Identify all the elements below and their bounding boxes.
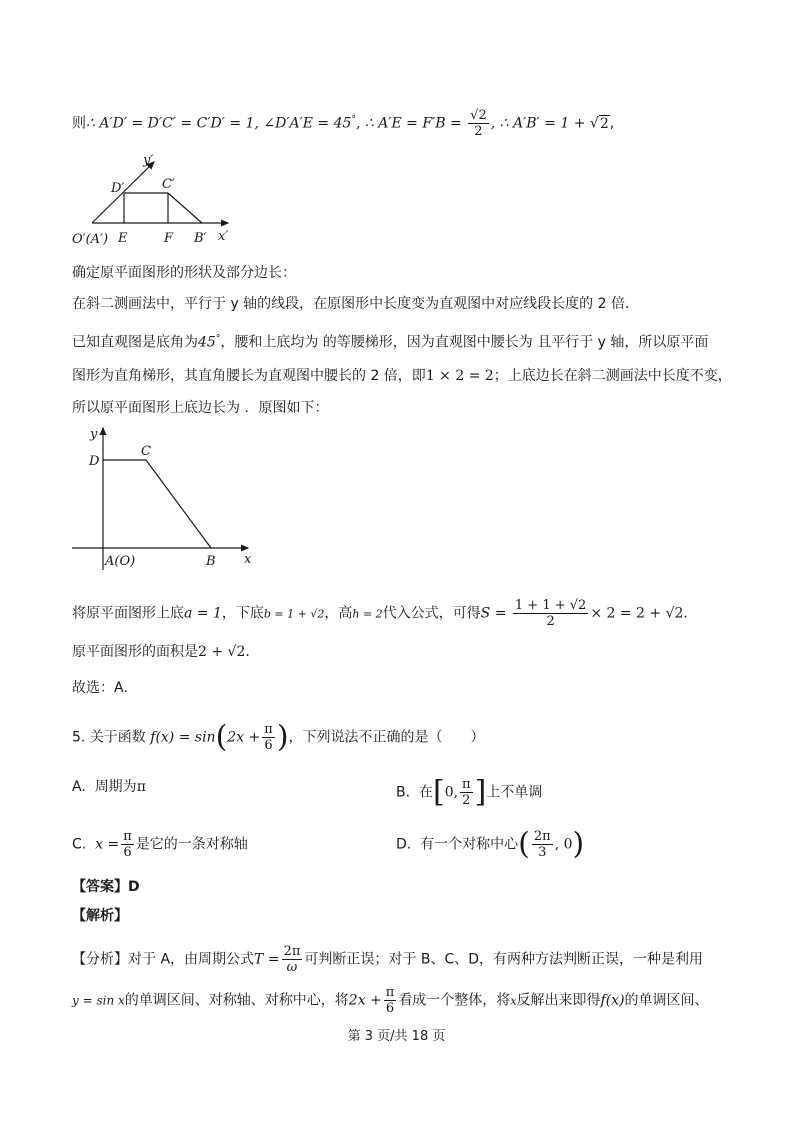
original-figure bbox=[68, 420, 268, 580]
text-line: 将原平面图形上底a = 1，下底b = 1 + √2，高h = 2代入公式，可得S = $\frac{1 + 1 + √2}{2}$ × 2 = 2 + √2． bbox=[72, 598, 698, 629]
degree-sign: ° bbox=[351, 114, 356, 125]
label-c: C bbox=[141, 444, 151, 459]
option-b[interactable]: B. 在[0, $\frac{\pi}{2}$ ]上不单调 bbox=[396, 774, 543, 810]
prefix-text: 则 bbox=[72, 115, 86, 132]
text-line: 确定原平面图形的形状及部分边长： bbox=[72, 265, 296, 281]
label-o: O′(A′) bbox=[72, 232, 109, 247]
analysis-line-1: 【分析】对于 A，由周期公式T = $\frac{2\pi}{\omega}$ 可判断正误；对于 B、C、D，有两种方法判断正误，一种是利用 bbox=[72, 944, 703, 975]
oblique-figure bbox=[68, 150, 238, 250]
question-number: 5. bbox=[72, 729, 86, 746]
label-o: A(O) bbox=[105, 554, 136, 569]
label-d: D′ bbox=[111, 181, 125, 196]
analysis-line-2: y = sin x的单调区间、对称轴、对称中心，将2x + $\frac{\pi}{6}$ 看成一个整体，将x反解出来即得f(x)的单调区间、 bbox=[72, 985, 709, 1016]
label-d: D bbox=[89, 454, 100, 469]
fraction: $\frac{\pi}{6}$ bbox=[123, 829, 132, 860]
label-y: y′ bbox=[143, 153, 154, 168]
label-x: x bbox=[244, 552, 252, 567]
fraction: $\frac{1 + 1 + √2}{2}$ bbox=[514, 598, 587, 629]
label-b: B′ bbox=[194, 231, 207, 246]
option-d[interactable]: D. 有一个对称中心( $\frac{2\pi}{3}$ , 0) bbox=[396, 826, 585, 862]
text-line: 所以原平面图形上底边长为 ．原图如下： bbox=[72, 400, 329, 416]
sqrt-expression: √2 bbox=[589, 115, 609, 132]
fraction: $\frac{2\pi}{\omega}$ bbox=[283, 944, 301, 975]
page-footer: 第 3 页/共 18 页 bbox=[347, 1029, 446, 1044]
text-line: 图形为直角梯形，其直角腰长为直观图中腰长的 2 倍，即1 × 2 = 2；上底边长在斜二测画法中长度不变， bbox=[72, 368, 732, 384]
slant-edge bbox=[146, 460, 211, 548]
fraction: $\frac{\pi}{6}$ bbox=[264, 722, 273, 753]
equation-part: , ∴ A′B′ = 1 + bbox=[490, 115, 586, 132]
equation-part: , ∴ A′E = F′B = bbox=[355, 115, 462, 132]
label-x: x′ bbox=[218, 229, 229, 244]
fraction: $\frac{\pi}{6}$ bbox=[385, 985, 395, 1016]
text-line: 在斜二测画法中，平行于 y 轴的线段，在原图形中长度变为直观图中对应线段长度的 2 倍． bbox=[72, 296, 639, 312]
answer-line: 【答案】D bbox=[72, 879, 140, 895]
equation-part: ∴ A′D′ = D′C′ = C′D′ = 1, ∠D′A′E = 45 bbox=[86, 115, 352, 132]
label-y: y bbox=[90, 427, 98, 442]
fraction: $\frac{√2}{2}$ bbox=[470, 108, 487, 139]
right-edge bbox=[168, 193, 202, 223]
label-e: E bbox=[118, 231, 128, 246]
text-line: 原平面图形的面积是2 + √2． bbox=[72, 644, 260, 660]
analysis-heading: 【解析】 bbox=[72, 908, 128, 924]
fraction: $\frac{\pi}{2}$ bbox=[462, 777, 471, 808]
label-f: F bbox=[164, 231, 174, 246]
option-c[interactable]: C. x = $\frac{\pi}{6}$ 是它的一条对称轴 bbox=[72, 829, 248, 860]
question-5: 5. 关于函数 f(x) = sin(2x + $\frac{\pi}{6}$ )，下列说法不正确的是（ ） bbox=[72, 719, 485, 755]
equation-line-1: 则∴ A′D′ = D′C′ = C′D′ = 1, ∠D′A′E = 45°, ∴ A′E = F′B = $\frac{√2}{2}$ , ∴ A′B′ = 1 + √2, bbox=[72, 108, 615, 139]
fraction: $\frac{2\pi}{3}$ bbox=[533, 829, 551, 860]
text-line: 已知直观图是底角为45°，腰和上底均为 的等腰梯形，因为直观图中腰长为 且平行于 y 轴，所以原平面 bbox=[72, 334, 709, 351]
label-c: C′ bbox=[162, 177, 175, 192]
option-a[interactable]: A. 周期为π bbox=[72, 779, 146, 795]
label-b: B bbox=[206, 554, 216, 569]
text-line: 故选：A． bbox=[72, 680, 138, 696]
